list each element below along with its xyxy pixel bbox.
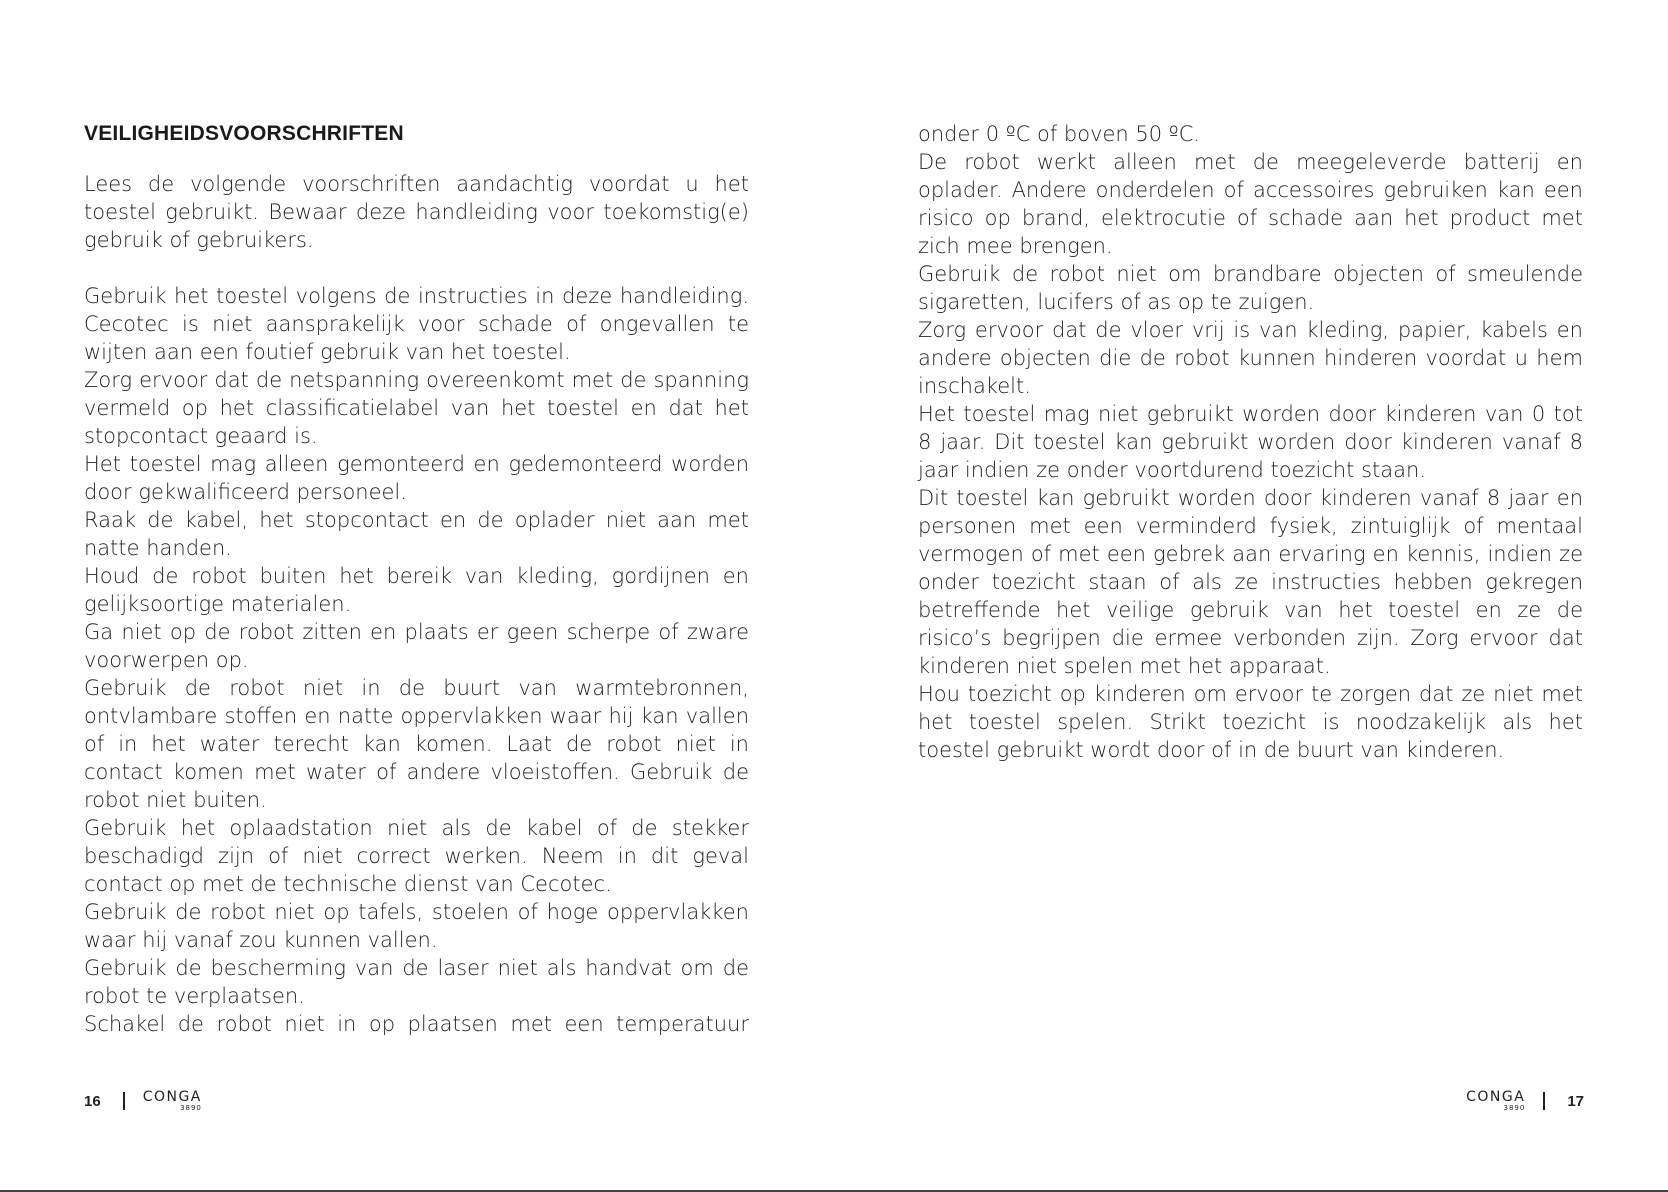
- brand-model: 3890: [1503, 1104, 1526, 1112]
- paragraph: Gebruik het toestel volgens de instructies in deze handleiding. Cecotec is niet aansprakelijk voor schade of ongevallen te wijten aan een foutief gebruik van het toestel.: [84, 284, 749, 364]
- left-page-content: [84, 120, 749, 1038]
- paragraph: Gebruik de robot niet in de buurt van warmtebronnen, ontvlambare stoffen en natte oppervlakken waar hij kan vallen of in het water terecht kan komen. Laat de robot niet in contact komen met water of andere vloeistoffen. Gebruik de robot niet buiten.: [84, 676, 749, 812]
- paragraph: Houd de robot buiten het bereik van kleding, gordijnen en gelijksoortige materialen.: [84, 564, 749, 616]
- paragraph: Lees de volgende voorschriften aandachtig voordat u het toestel gebruikt. Bewaar deze handleiding voor toekomstig(e) gebruik of gebruikers.: [84, 172, 749, 252]
- brand-logo: [1466, 1090, 1525, 1112]
- paragraph: De robot werkt alleen met de meegeleverde batterij en oplader. Andere onderdelen of accessoires gebruiken kan een risico op brand, elektrocutie of schade aan het product met zich mee brengen.: [918, 150, 1583, 258]
- brand-name: CONGA: [142, 1089, 202, 1105]
- page-number: 16: [84, 1092, 101, 1110]
- page-number: 17: [1567, 1092, 1584, 1110]
- paragraph: Ga niet op de robot zitten en plaats er geen scherpe of zware voorwerpen op.: [84, 620, 749, 672]
- right-page-content: [918, 120, 1583, 764]
- paragraph: Gebruik de bescherming van de laser niet als handvat om de robot te verplaatsen.: [84, 956, 749, 1008]
- left-page-footer: [84, 1088, 202, 1114]
- brand-model: 3890: [180, 1104, 202, 1112]
- paragraph: Schakel de robot niet in op plaatsen met een temperatuur: [84, 1012, 749, 1036]
- paragraph: onder 0 ºC of boven 50 ºC.: [918, 122, 1201, 146]
- right-page-footer: [1466, 1088, 1584, 1114]
- paragraph: Gebruik het oplaadstation niet als de kabel of de stekker beschadigd zijn of niet correct werken. Neem in dit geval contact op met de technische dienst van Cecotec.: [84, 816, 749, 896]
- paragraph: Gebruik de robot niet om brandbare objecten of smeulende sigaretten, lucifers of as op te zuigen.: [918, 262, 1583, 314]
- footer-divider: [123, 1092, 125, 1110]
- brand-name: CONGA: [1466, 1089, 1526, 1105]
- paragraph: Zorg ervoor dat de netspanning overeenkomt met de spanning vermeld op het classificatielabel van het toestel en dat het stopcontact geaard is.: [84, 368, 749, 448]
- paragraph: Het toestel mag niet gebruikt worden door kinderen van 0 tot 8 jaar. Dit toestel kan gebruikt worden door kinderen vanaf 8 jaar indien ze onder voortdurend toezicht staan.: [918, 402, 1583, 482]
- paragraph: Gebruik de robot niet op tafels, stoelen of hoge oppervlakken waar hij vanaf zou kunnen vallen.: [84, 900, 749, 952]
- page-heading: VEILIGHEIDSVOORSCHRIFTEN: [84, 122, 404, 145]
- footer-divider: [1543, 1092, 1545, 1110]
- paragraph: Dit toestel kan gebruikt worden door kinderen vanaf 8 jaar en personen met een verminderd fysiek, zintuiglijk of mentaal vermogen of met een gebrek aan ervaring en kennis, indien ze onder toezicht staan of als ze instructies hebben gekregen betreffende het veilige gebruik van het toestel en ze de risico’s begrijpen die ermee verbonden zijn. Zorg ervoor dat kinderen niet spelen met het apparaat.: [918, 486, 1583, 678]
- paragraph: Hou toezicht op kinderen om ervoor te zorgen dat ze niet met het toestel spelen. Strikt toezicht is noodzakelijk als het toestel gebruikt wordt door of in de buurt van kinderen.: [918, 682, 1583, 762]
- brand-logo: [143, 1090, 202, 1112]
- paragraph: Het toestel mag alleen gemonteerd en gedemonteerd worden door gekwalificeerd personeel.: [84, 452, 749, 504]
- paragraph: Raak de kabel, het stopcontact en de oplader niet aan met natte handen.: [84, 508, 749, 560]
- paragraph: Zorg ervoor dat de vloer vrij is van kleding, papier, kabels en andere objecten die de robot kunnen hinderen voordat u hem inschakelt.: [918, 318, 1583, 398]
